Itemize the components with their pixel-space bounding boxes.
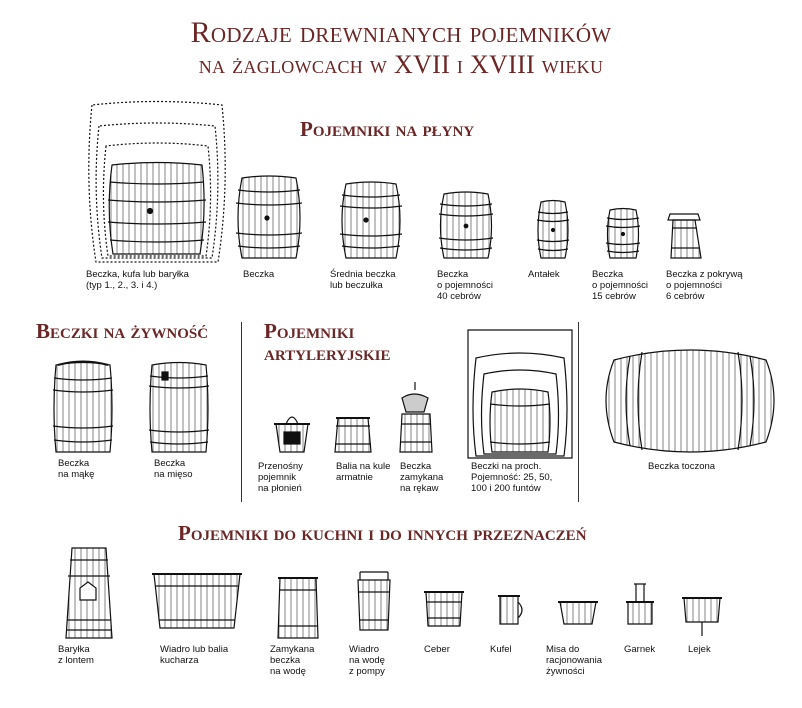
shot-tub-drawing: [335, 418, 371, 452]
tankard-drawing: [498, 596, 522, 624]
large-cask-drawing: [89, 102, 225, 263]
flour-barrel-drawing: [53, 362, 113, 453]
caption-keg: Antałek: [528, 269, 560, 280]
caption-fire-bucket: Przenośny pojemnik na płonień: [258, 461, 303, 494]
caption-cook-tub: Wiadro lub balia kucharza: [160, 644, 229, 666]
lidded-barrel-drawing: [668, 214, 701, 258]
caption-medium-barrel: Średnia beczka lub beczułka: [330, 269, 396, 291]
medium-barrel-drawing: [340, 182, 402, 258]
barrel-40-drawing: [439, 192, 493, 258]
caption-barrel: Beczka: [243, 269, 275, 280]
caption-lidded-barrel: Beczka z pokrywą o pojemności 6 cebrów: [666, 269, 743, 302]
barrel-drawing: [236, 176, 302, 258]
caption-large-cask: Beczka, kufa lub baryłka (typ 1., 2., 3. i 4.): [86, 269, 189, 291]
caption-tankard: Kufel: [490, 644, 512, 655]
caption-pot: Garnek: [624, 644, 656, 655]
caption-funnel: Lejek: [688, 644, 711, 655]
caption-powder-barrels: Beczki na proch. Pojemność: 25, 50, 100 i 200 funtów: [471, 461, 553, 494]
cook-tub-drawing: [152, 574, 242, 628]
caption-water-barrel: Zamykana beczka na wodę: [270, 644, 315, 677]
fire-bucket-drawing: [274, 417, 310, 452]
caption-sleeve-barrel: Beczka zamykana na rękaw: [400, 461, 444, 494]
pot-drawing: [626, 584, 654, 624]
caption-tub: Ceber: [424, 644, 450, 655]
caption-barrel-40: Beczka o pojemności 40 cebrów: [437, 269, 493, 302]
meat-barrel-drawing: [149, 363, 209, 453]
ration-bowl-drawing: [558, 602, 598, 624]
caption-flour-barrel: Beczka na mąkę: [58, 458, 95, 480]
keg-drawing: [537, 201, 569, 259]
pump-bucket-drawing: [358, 572, 390, 630]
barrel-15-drawing: [606, 209, 640, 259]
page-title-line-2: na żaglowcach w XVII i XVIII wieku: [198, 50, 604, 79]
caption-match-keg: Baryłka z lontem: [58, 644, 94, 666]
caption-shot-tub: Balia na kule armatnie: [336, 461, 391, 483]
caption-ration-bowl: Misa do racjonowania żywności: [546, 644, 602, 677]
caption-pump-bucket: Wiadro na wodę z pompy: [349, 644, 385, 677]
page-title-line-1: Rodzaje drewnianych pojemników: [190, 16, 612, 49]
funnel-drawing: [682, 598, 722, 636]
tub-drawing: [424, 592, 464, 626]
sleeve-barrel-drawing: [400, 382, 432, 452]
caption-rolled-barrel: Beczka toczona: [648, 461, 716, 472]
section-heading-kitchen: Pojemniki do kuchni i do innych przeznaczeń: [178, 521, 587, 545]
water-barrel-drawing: [278, 578, 318, 638]
caption-meat-barrel: Beczka na mięso: [154, 458, 193, 480]
rolled-barrel-drawing: [606, 350, 774, 452]
powder-barrels-drawing: [468, 330, 572, 458]
caption-barrel-15: Beczka o pojemności 15 cebrów: [592, 269, 648, 302]
section-heading-food: Beczki na żywność: [36, 319, 209, 343]
section-heading-artillery: Pojemniki artyleryjskie: [264, 319, 391, 365]
section-heading-liquids: Pojemniki na płyny: [300, 117, 475, 141]
match-keg-drawing: [66, 548, 112, 638]
